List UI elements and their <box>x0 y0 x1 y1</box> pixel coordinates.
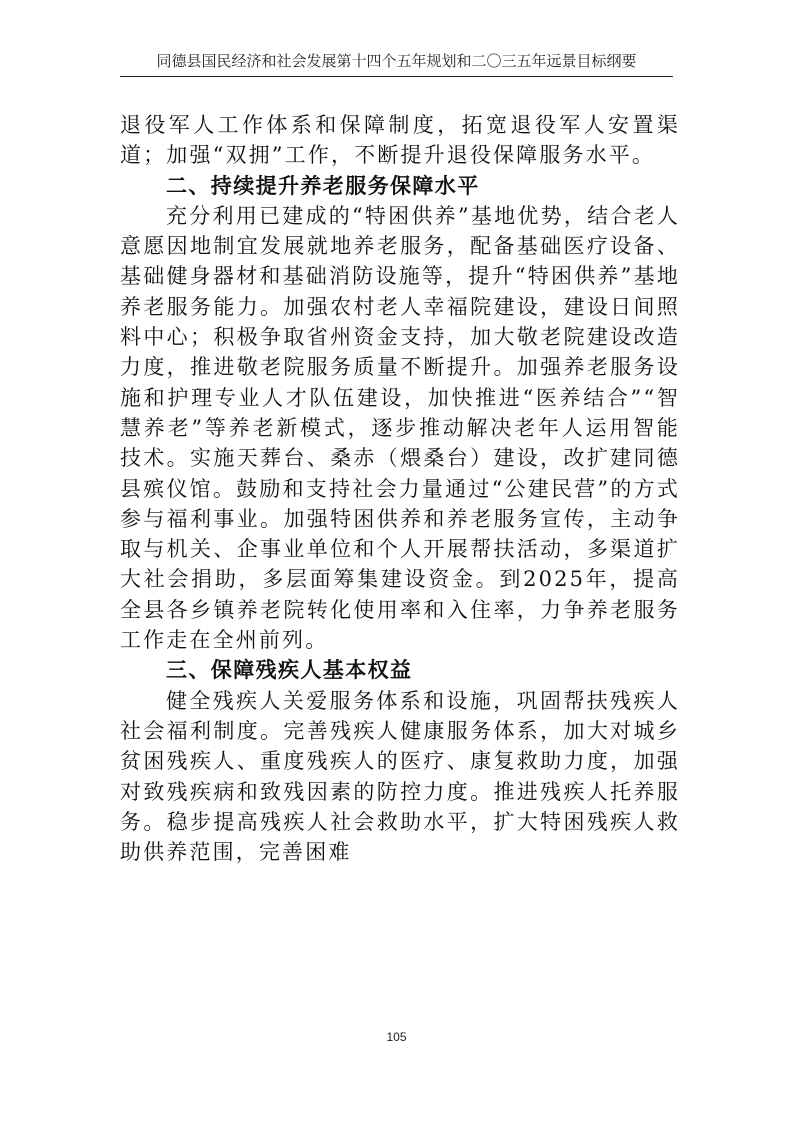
header-divider <box>120 76 673 77</box>
paragraph-elderly-care: 充分利用已建成的“特困供养”基地优势，结合老人意愿因地制宜发展就地养老服务，配备基础医疗设备、基础健身器材和基础消防设施等，提升“特困供养”基地养老服务能力。加强农村老人幸福院建设，建设日间照料中心；积极争取省州资金支持，加大敬老院建设改造力度，推进敬老院服务质量不断提升。加强养老服务设施和护理专业人才队伍建设，加快推进“医养结合”“智慧养老”等养老新模式，逐步推动解决老年人运用智能技术。实施天葬台、桑赤（煨桑台）建设，改扩建同德县殡仪馆。鼓励和支持社会力量通过“公建民营”的方式参与福利事业。加强特困供养和养老服务宣传，主动争取与机关、企事业单位和个人开展帮扶活动，多渠道扩大社会捐助，多层面筹集建设资金。到2025年，提高全县各乡镇养老院转化使用率和入住率，力争养老服务工作走在全州前列。 <box>120 203 680 653</box>
paragraph-disabled-rights: 健全残疾人关爱服务体系和设施，巩固帮扶残疾人社会福利制度。完善残疾人健康服务体系，加大对城乡贫困残疾人、重度残疾人的医疗、康复救助力度，加强对致残疾病和致残因素的防控力度。推进残疾人托养服务。稳步提高残疾人社会救助水平，扩大特困残疾人救助供养范围，完善困难 <box>120 688 680 865</box>
document-body <box>120 110 680 867</box>
running-header <box>0 0 793 82</box>
running-header-title: 同德县国民经济和社会发展第十四个五年规划和二〇三五年远景目标纲要 <box>156 52 637 70</box>
paragraph-continued: 退役军人工作体系和保障制度，拓宽退役军人安置渠道；加强“双拥”工作，不断提升退役保障服务水平。 <box>120 113 680 168</box>
section-heading-elderly-care: 二、持续提升养老服务保障水平 <box>166 173 480 198</box>
section-heading-disabled-rights: 三、保障残疾人基本权益 <box>166 658 413 683</box>
page-number: 105 <box>386 1030 407 1044</box>
